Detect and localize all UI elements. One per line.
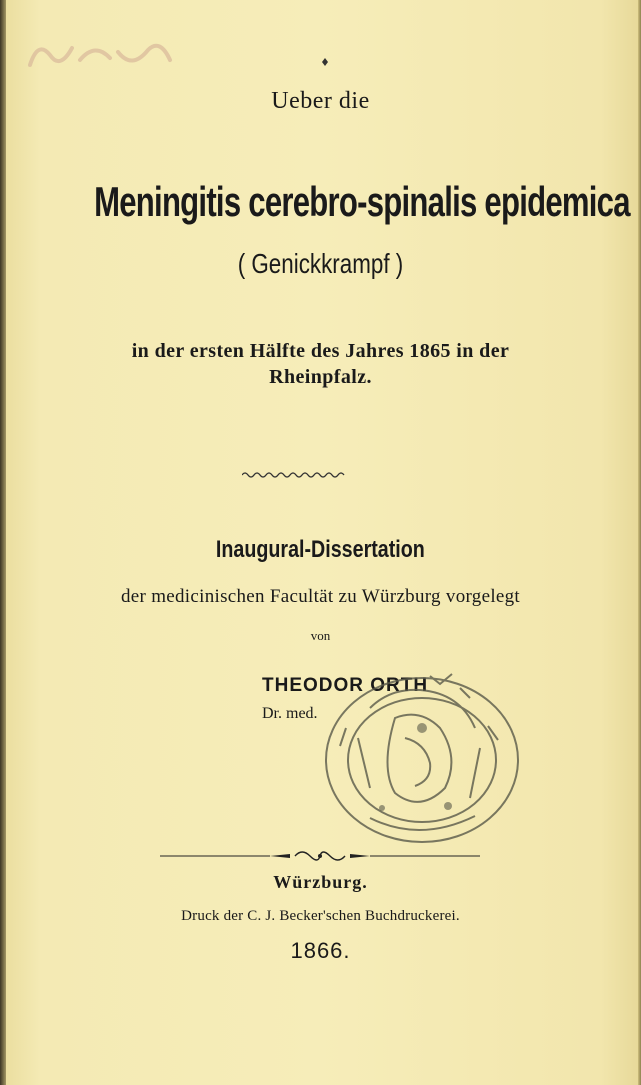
ink-dot-icon <box>321 58 329 66</box>
wavy-line-icon <box>242 470 348 480</box>
author-name: THEODOR ORTH <box>262 675 429 696</box>
library-stamp-icon <box>310 668 530 858</box>
main-title: Meningitis cerebro-spinalis epidemica <box>94 178 630 225</box>
subtitle: ( Genickkrampf ) <box>237 248 404 279</box>
publication-year: 1866. <box>290 938 351 963</box>
printer-line: Druck der C. J. Becker'schen Buchdruckerei. <box>181 908 460 924</box>
rule-ornament-icon <box>160 845 480 867</box>
author-degree: Dr. med. <box>262 705 318 722</box>
description-line-2: Rheinpfalz. <box>269 366 372 388</box>
dissertation-heading: Inaugural-Dissertation <box>216 536 425 563</box>
von-text: von <box>310 628 331 643</box>
publication-city: Würzburg. <box>273 872 368 892</box>
intro-text: Ueber die <box>271 88 370 114</box>
pencil-scrawl-icon <box>20 30 180 85</box>
faculty-line: der medicinischen Facultät zu Würzburg vorgelegt <box>120 586 521 607</box>
description-line-1: in der ersten Hälfte des Jahres 1865 in der <box>131 340 510 362</box>
